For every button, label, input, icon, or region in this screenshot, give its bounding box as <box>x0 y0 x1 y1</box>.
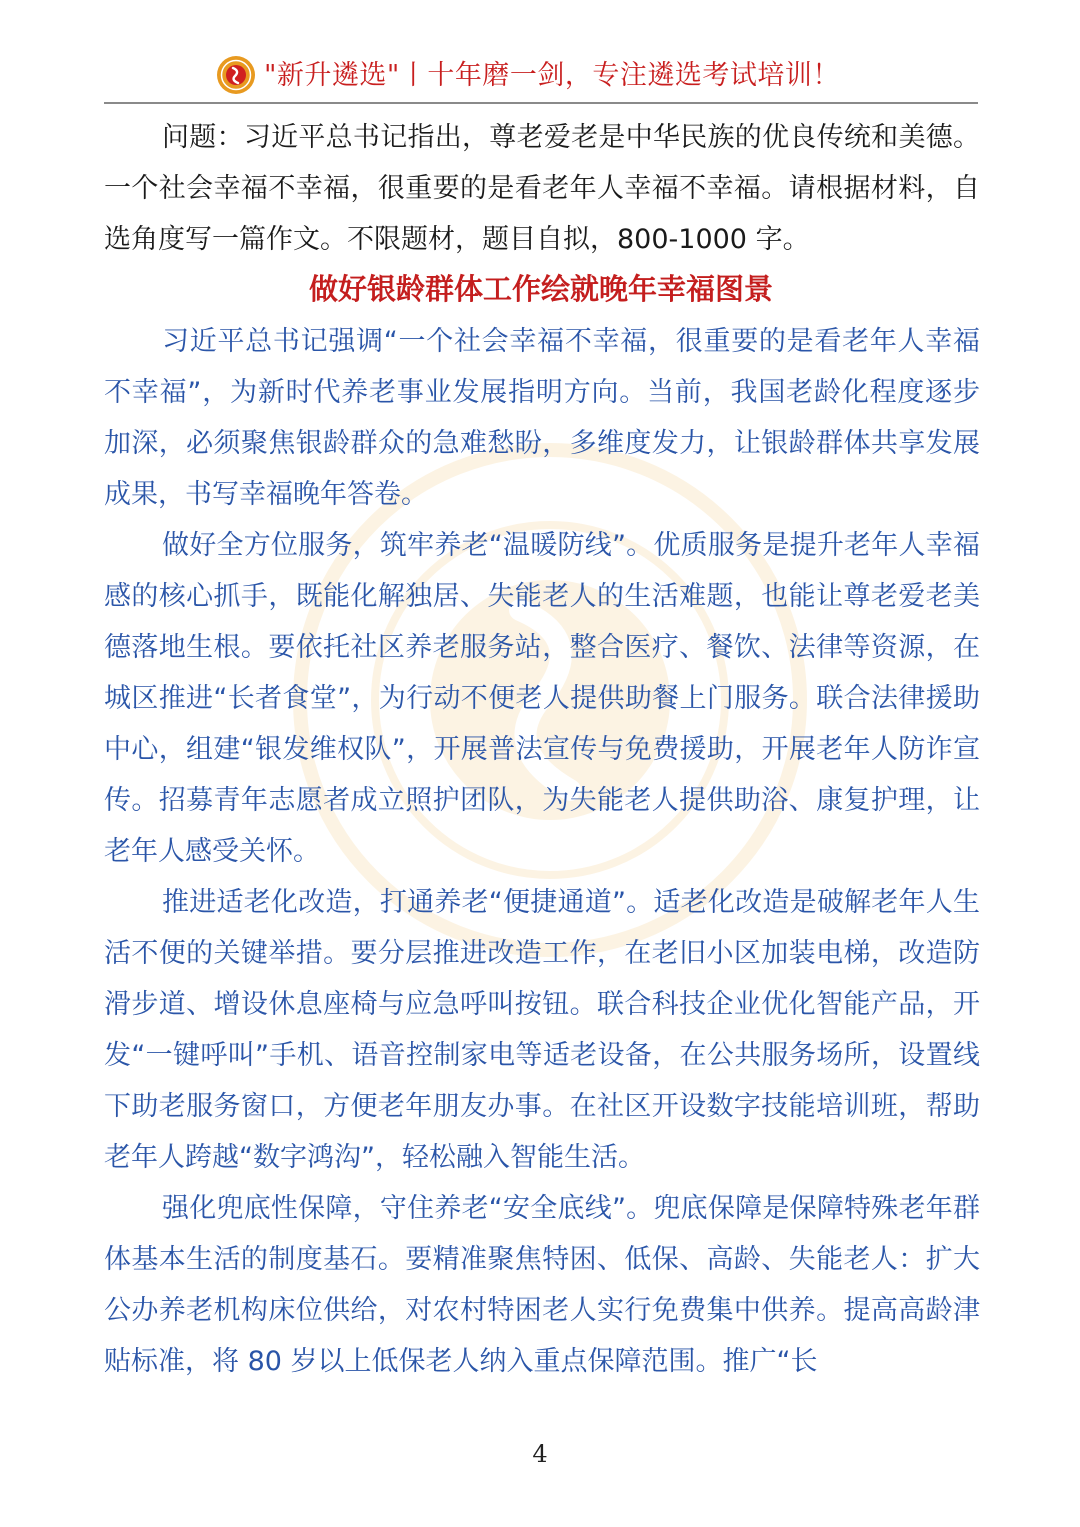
essay-title: 做好银龄群体工作绘就晚年幸福图景 <box>308 272 773 306</box>
essay-paragraph: 推进适老化改造，打通养老“便捷通道”。适老化改造是破解老年人生活不便的关键举措。要分层推进改造工作，在老旧小区加装电梯，改造防滑步道、增设休息座椅与应急呼叫按钮。联合科技企业优化智能产品，开发“一键呼叫”手机、语音控制家电等适老设备，在公共服务场所，设置线下助老服务窗口，方便老年朋友办事。在社区开设数字技能培训班，帮助老年人跨越“数字鸿沟”，轻松融入智能生活。 <box>104 887 980 1173</box>
essay-body <box>104 316 980 1387</box>
page-number: 4 <box>532 1440 548 1468</box>
school-seal-logo-icon <box>216 55 256 95</box>
page-header <box>104 52 978 104</box>
essay-paragraph: 习近平总书记强调“一个社会幸福不幸福，很重要的是看老年人幸福不幸福”，为新时代养老事业发展指明方向。当前，我国老龄化程度逐步加深，必须聚焦银龄群众的急难愁盼，多维度发力，让银龄群体共享发展成果，书写幸福晚年答卷。 <box>104 326 980 510</box>
essay-paragraph: 强化兜底性保障，守住养老“安全底线”。兜底保障是保障特殊老年群体基本生活的制度基石。要精准聚焦特困、低保、高龄、失能老人：扩大公办养老机构床位供给，对农村特困老人实行免费集中供养。提高高龄津贴标准，将 80 岁以上低保老人纳入重点保障范围。推广“长 <box>104 1193 980 1377</box>
essay-paragraph: 做好全方位服务，筑牢养老“温暖防线”。优质服务是提升老年人幸福感的核心抓手，既能化解独居、失能老人的生活难题，也能让尊老爱老美德落地生根。要依托社区养老服务站，整合医疗、餐饮、法律等资源，在城区推进“长者食堂”，为行动不便老人提供助餐上门服务。联合法律援助中心，组建“银发维权队”，开展普法宣传与免费援助，开展老年人防诈宣传。招募青年志愿者成立照护团队，为失能老人提供助浴、康复护理，让老年人感受关怀。 <box>104 530 980 867</box>
header-slogan: "新升遴选"丨十年磨一剑，专注遴选考试培训！ <box>264 60 840 91</box>
question-text: 问题：习近平总书记指出，尊老爱老是中华民族的优良传统和美德。一个社会幸福不幸福，很重要的是看老年人幸福不幸福。请根据材料，自选角度写一篇作文。不限题材，题目自拟，800-1000 字。 <box>104 122 980 255</box>
